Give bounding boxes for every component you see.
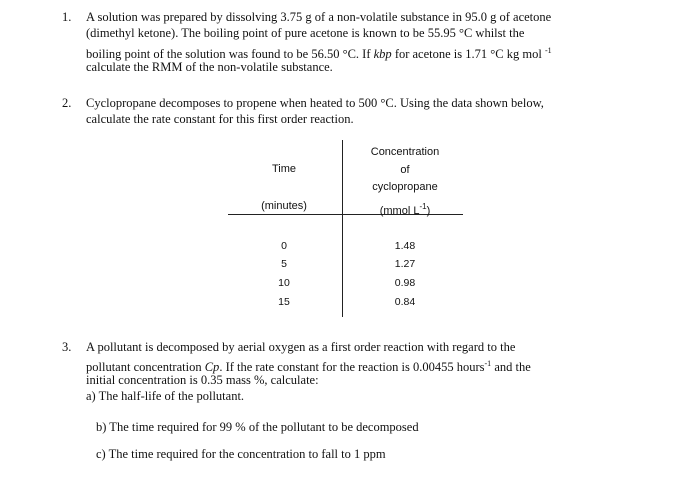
table-cell-concentration: 1.27 (394, 258, 416, 270)
q3-part-b: b) The time required for 99 % of the pollutant to be decomposed (96, 420, 419, 434)
q2-line-1: Cyclopropane decomposes to propene when heated to 500 °C. Using the data shown below, (86, 96, 544, 110)
q1-line-4: calculate the RMM of the non-volatile substance. (86, 60, 333, 74)
table-conc-header-1: Concentration (370, 146, 440, 158)
q3-line-2-text-c: and the (491, 360, 531, 374)
table-cell-concentration: 0.98 (394, 277, 416, 289)
table-time-unit: (minutes) (261, 200, 307, 212)
q3-line-2-superscript: -1 (484, 359, 492, 368)
q3-cp-symbol: Cp (204, 360, 220, 374)
q1-line-2: (dimethyl ketone). The boiling point of pure acetone is known to be 55.95 °C whilst the (86, 26, 525, 40)
q1-line-3-text-b: for acetone is 1.71 °C kg mol (391, 47, 542, 61)
table-cell-time: 15 (278, 296, 290, 308)
q1-line-3-text-a: boiling point of the solution was found to be 56.50 °C. If (86, 47, 374, 61)
table-conc-unit-sup: -1 (419, 202, 427, 211)
table-conc-header-3: cyclopropane (372, 181, 438, 193)
table-cell-time: 0 (281, 240, 287, 252)
q3-line-1: A pollutant is decomposed by aerial oxygen as a first order reaction with regard to the (86, 340, 516, 354)
q3-line-2-text-a: pollutant concentration (86, 360, 205, 374)
q3-part-c: c) The time required for the concentration to fall to 1 ppm (96, 447, 386, 461)
table-cell-concentration: 1.48 (394, 240, 416, 252)
table-conc-unit-end: ) (426, 205, 431, 217)
table-time-header: Time (271, 163, 297, 175)
q1-number: 1. (62, 10, 72, 24)
table-vertical-divider (342, 140, 343, 317)
table-conc-unit (380, 199, 431, 219)
q1-line-3-superscript: -1 (544, 46, 552, 55)
table-cell-concentration: 0.84 (394, 296, 416, 308)
q3-part-a: a) The half-life of the pollutant. (86, 389, 245, 403)
q3-line-3: initial concentration is 0.35 mass %, calculate: (86, 373, 319, 387)
q2-number: 2. (62, 96, 72, 110)
table-cell-time: 10 (278, 277, 290, 289)
table-cell-time: 5 (281, 258, 287, 270)
q3-line-2-text-b: . If the rate constant for the reaction is 0.00455 hours (219, 360, 485, 374)
table-conc-unit-text: (mmol L (379, 205, 420, 217)
q1-line-1: A solution was prepared by dissolving 3.75 g of a non-volatile substance in 95.0 g of acetone (86, 10, 552, 24)
table-conc-header-2: of (400, 164, 410, 176)
q3-number: 3. (62, 340, 72, 354)
q2-line-2: calculate the rate constant for this first order reaction. (86, 112, 354, 126)
q1-kbp-symbol: kbp (373, 47, 392, 61)
